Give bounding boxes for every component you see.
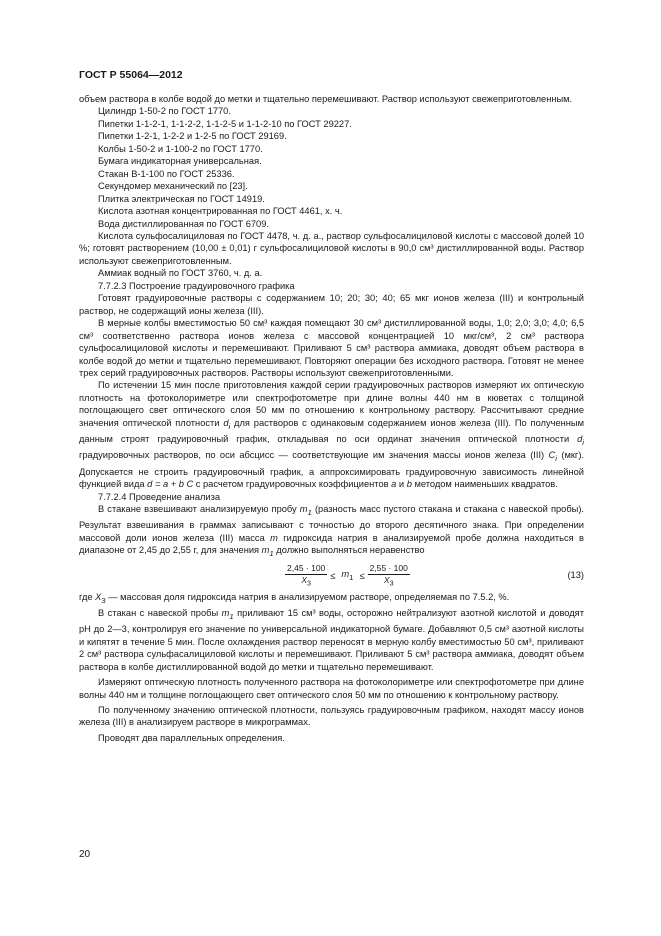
fraction-left: $\frac{2,45 \cdot 100}{X_3}$ — [287, 562, 326, 588]
equipment-item: Колбы 1-50-2 и 1-100-2 по ГОСТ 1770. — [98, 143, 263, 154]
paragraph-sulfosalicylic-acid: Кислота сульфосалициловая по ГОСТ 4478, ч. д. а., раствор сульфосалициловой кислоты с массовой долей 10 %; готовят растворением (10,00 ± 0,01) г сульфосалициловой кислоты в 90,0 см³ дистиллированной воды. Раствор используют свежеприготовленным. — [79, 230, 584, 266]
equipment-item: Бумага индикаторная универсальная. — [98, 156, 262, 167]
equipment-item: Кислота азотная концентрированная по ГОСТ 4461, х. ч. — [98, 206, 343, 217]
paragraph-sample-prep: В стакан с навеской пробы $m_1$ приливают 15 см³ воды, осторожно нейтрализуют азотной кислотой и доводят рН до 2—3, контролируя его значение по универсальной индикаторной бумаге. Добавляют 0,5 см³ азотной кислоты и кипятят в течение 5 мин. После охлаждения раствор переносят в мерную колбу вместимостью 50 см³, приливают 2 см³ раствора сульфасалициловой кислоты и перемешивают. Приливают 5 см³ раствора аммиака, доводят объем раствора в колбе дистиллированной водой до метки и тщательно перемешивают. — [79, 607, 584, 672]
equipment-item: Стакан В-1-100 по ГОСТ 25336. — [98, 168, 235, 179]
symbol-d-i: $d_i$ — [577, 434, 584, 447]
paragraph-optical-density: Измеряют оптическую плотность полученного раствора на фотоколориметре или спектрофотометре при длине волны 440 нм и толщине поглощающего свет оптического слоя 50 мм по отношению к контрольному раствору. — [79, 677, 584, 700]
symbol-d-i: $d_i$ — [223, 417, 231, 431]
paragraph-intro: объем раствора в колбе водой до метки и тщательно перемешивают. Раствор используют свежеприготовленным. — [79, 94, 573, 104]
equipment-item: Пипетки 1-1-2-1, 1-1-2-2, 1-1-2-5 и 1-1-2-10 по ГОСТ 29227. — [98, 118, 352, 129]
equipment-item: Секундомер механический по [23]. — [98, 181, 248, 192]
symbol-b: b — [406, 479, 412, 490]
linear-function-formula: d = a + b C — [147, 479, 194, 490]
paragraph-prepare-solutions: Готовят градуировочные растворы с содержанием 10; 20; 30; 40; 65 мкг ионов железа (III) и контрольный раствор, не содержащий ионы железа (III). — [79, 293, 584, 316]
paragraph-ammonia: Аммиак водный по ГОСТ 3760, ч. д. а. — [98, 268, 263, 279]
section-heading-7723: 7.7.2.3 Построение градуировочного графика — [98, 280, 295, 291]
formula-13 — [79, 563, 584, 590]
symbol-m: m — [270, 532, 278, 543]
symbol-a: a — [391, 479, 397, 490]
paragraph-find-mass: По полученному значению оптической плотности, пользуясь градуировочным графиком, находят массу ионов железа (III) в анализируем растворе в микрограммах. — [79, 704, 584, 728]
page-number: 20 — [79, 849, 91, 860]
paragraph-where: где $X_3$ — массовая доля гидроксида натрия в анализируемом растворе, определяемая по 7.5.2, %. — [79, 591, 510, 605]
symbol-m1: $m_1$ — [221, 607, 234, 621]
document-header: ГОСТ Р 55064—2012 — [79, 69, 183, 81]
paragraph-weighing: В стакане взвешивают анализируемую пробу $m_1$ (разность масс пустого стакана и стакана с навеской пробы). Результат взвешивания в граммах записывают с точностью до второго десятичного знака. При определении массовой доли ионов железа (III) масса m гидроксида натрия в анализируемой пробе должна находиться в диапазоне от 2,45 до 2,55 г, для значения $m_1$ должно выполняться неравенство — [79, 504, 584, 559]
formula-number: (13) — [567, 569, 584, 580]
paragraph-measurement: По истечении 15 мин после приготовления каждой серии градуировочных растворов измеряют их оптическую плотность на фотоколориметре или спектрофотометре при длине волны 440 нм в кюветах с толщиной поглощающего свет оптического слоя 50 мм по отношению к контрольному раствору. Рассчитывают средние значения оптической плотности $d_i$ для растворов с одинаковым содержанием ионов железа (III). По полученным данным строят градуировочный график, откладывая по оси ординат значения оптической плотности $d_i$ градуировочных растворов, по оси абсцисс — соответствующие им значения массы ионов железа (III) $C_i$ (мкг). Допускается не строить градуировочный график, а аппроксимировать градуировочную зависимость линейной функцией вида d = a + b C с расчетом градуировочных коэффициентов a и b методом наименьших квадратов. — [79, 380, 584, 490]
symbol-c-i: $C_i$ — [548, 450, 557, 464]
paragraph-flasks: В мерные колбы вместимостью 50 см³ каждая помещают 30 см³ дистиллированной воды, 1,0; 2,0; 3,0; 4,0; 6,5 см³ соответственно раствора ионов железа с массовой концентрацией 10 мкг/см³, 2 см³ раствора сульфосалициловой кислоты и перемешивают. Приливают 5 см³ раствора аммиака, доводят объем раствора в колбе водой до метки и тщательно перемешивают. Повторяют операции без исходного раствора. Готовят не менее трех серий градуировочных растворов. Растворы используют свежеприготовленными. — [79, 318, 584, 378]
symbol-m1: $m_1$ — [261, 545, 274, 559]
document-body — [79, 93, 584, 744]
section-heading-7724: 7.7.2.4 Проведение анализа — [98, 491, 221, 502]
paragraph-parallel: Проводят два параллельных определения. — [98, 732, 285, 743]
equipment-list — [79, 105, 584, 230]
equipment-item: Вода дистиллированная по ГОСТ 6709. — [98, 218, 269, 229]
symbol-m1: $m_1$ — [299, 504, 312, 517]
fraction-right: $\frac{2,55 \cdot 100}{X_3}$ — [369, 562, 408, 588]
inequality: $\frac{2,45 \cdot 100}{X_3}$ ≤ $m_1$ ≤ $\frac{2,55 \cdot 100}{X_3}$ — [287, 562, 408, 588]
equipment-item: Цилиндр 1-50-2 по ГОСТ 1770. — [98, 106, 231, 117]
equipment-item: Пипетки 1-2-1, 1-2-2 и 1-2-5 по ГОСТ 29169. — [98, 131, 287, 142]
equipment-item: Плитка электрическая по ГОСТ 14919. — [98, 193, 265, 204]
